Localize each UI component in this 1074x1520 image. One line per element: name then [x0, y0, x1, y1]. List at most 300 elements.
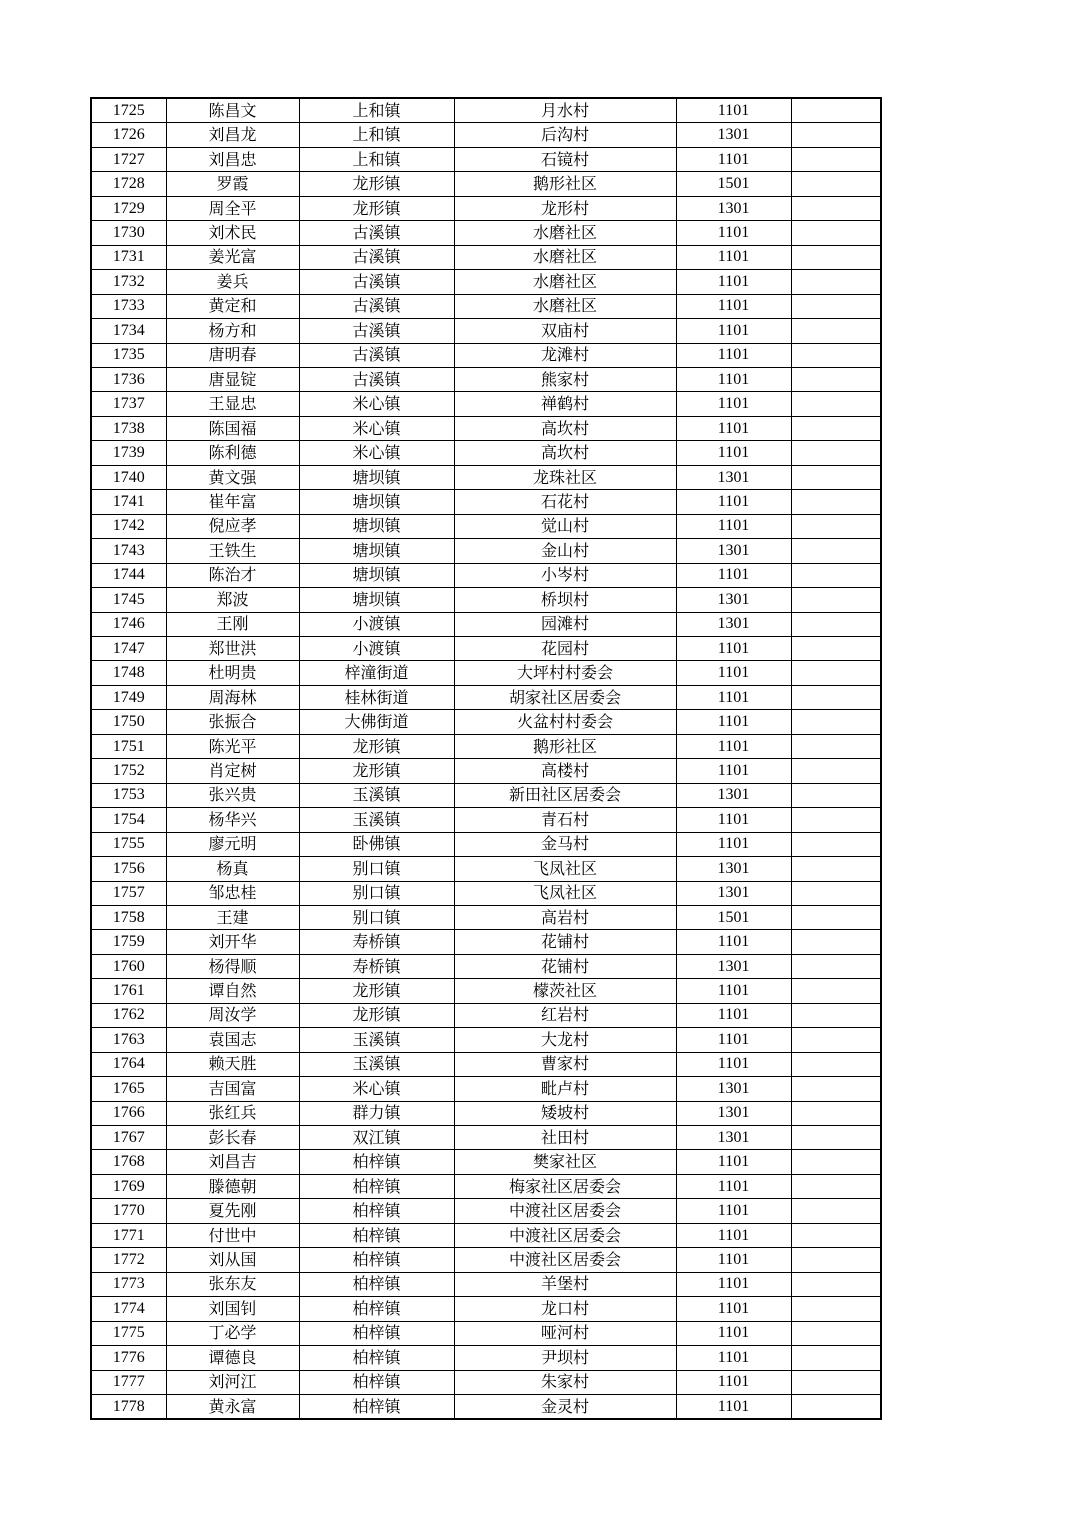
- cell-village: 金灵村: [454, 1395, 676, 1420]
- cell-serial-number: 1737: [91, 392, 166, 416]
- cell-town: 卧佛镇: [299, 832, 454, 856]
- cell-serial-number: 1729: [91, 196, 166, 220]
- cell-code: 1301: [676, 783, 791, 807]
- cell-code: 1101: [676, 514, 791, 538]
- cell-town: 别口镇: [299, 857, 454, 881]
- records-table: [90, 97, 882, 1420]
- cell-town: 古溪镇: [299, 367, 454, 391]
- cell-blank: [791, 1077, 881, 1101]
- table-row: [91, 808, 881, 832]
- table-row: [91, 759, 881, 783]
- cell-blank: [791, 1272, 881, 1296]
- cell-village: 园滩村: [454, 612, 676, 636]
- table-row: [91, 172, 881, 196]
- cell-village: 水磨社区: [454, 294, 676, 318]
- cell-blank: [791, 490, 881, 514]
- cell-town: 玉溪镇: [299, 1052, 454, 1076]
- table-row: [91, 661, 881, 685]
- cell-village: 龙珠社区: [454, 465, 676, 489]
- cell-town: 上和镇: [299, 123, 454, 147]
- cell-serial-number: 1755: [91, 832, 166, 856]
- cell-code: 1101: [676, 221, 791, 245]
- cell-village: 火盆村村委会: [454, 710, 676, 734]
- cell-town: 双江镇: [299, 1126, 454, 1150]
- records-body: [91, 98, 881, 1419]
- cell-blank: [791, 1370, 881, 1394]
- cell-village: 高坎村: [454, 441, 676, 465]
- cell-person-name: 张红兵: [166, 1101, 299, 1125]
- cell-serial-number: 1730: [91, 221, 166, 245]
- cell-blank: [791, 1248, 881, 1272]
- cell-blank: [791, 392, 881, 416]
- cell-person-name: 郑波: [166, 588, 299, 612]
- cell-town: 龙形镇: [299, 1003, 454, 1027]
- cell-town: 柏梓镇: [299, 1297, 454, 1321]
- cell-serial-number: 1731: [91, 245, 166, 269]
- cell-person-name: 黄定和: [166, 294, 299, 318]
- cell-village: 中渡社区居委会: [454, 1223, 676, 1247]
- cell-serial-number: 1756: [91, 857, 166, 881]
- cell-village: 社田村: [454, 1126, 676, 1150]
- cell-serial-number: 1747: [91, 636, 166, 660]
- cell-code: 1101: [676, 1150, 791, 1174]
- cell-person-name: 刘从国: [166, 1248, 299, 1272]
- cell-town: 柏梓镇: [299, 1395, 454, 1420]
- cell-town: 桂林街道: [299, 685, 454, 709]
- table-row: [91, 343, 881, 367]
- table-row: [91, 539, 881, 563]
- cell-blank: [791, 759, 881, 783]
- cell-serial-number: 1725: [91, 98, 166, 123]
- cell-person-name: 唐显锭: [166, 367, 299, 391]
- cell-blank: [791, 441, 881, 465]
- cell-code: 1101: [676, 685, 791, 709]
- cell-town: 古溪镇: [299, 343, 454, 367]
- cell-blank: [791, 881, 881, 905]
- cell-serial-number: 1770: [91, 1199, 166, 1223]
- table-row: [91, 98, 881, 123]
- cell-village: 鹅形社区: [454, 734, 676, 758]
- cell-village: 水磨社区: [454, 221, 676, 245]
- cell-person-name: 杨方和: [166, 319, 299, 343]
- cell-person-name: 陈利德: [166, 441, 299, 465]
- cell-town: 柏梓镇: [299, 1321, 454, 1345]
- cell-town: 龙形镇: [299, 734, 454, 758]
- cell-town: 米心镇: [299, 392, 454, 416]
- table-row: [91, 857, 881, 881]
- cell-village: 金山村: [454, 539, 676, 563]
- cell-person-name: 彭长春: [166, 1126, 299, 1150]
- table-row: [91, 465, 881, 489]
- cell-code: 1101: [676, 343, 791, 367]
- cell-person-name: 王建: [166, 905, 299, 929]
- cell-serial-number: 1775: [91, 1321, 166, 1345]
- cell-serial-number: 1743: [91, 539, 166, 563]
- cell-blank: [791, 636, 881, 660]
- cell-serial-number: 1761: [91, 979, 166, 1003]
- cell-blank: [791, 367, 881, 391]
- cell-town: 别口镇: [299, 881, 454, 905]
- cell-person-name: 杨真: [166, 857, 299, 881]
- cell-serial-number: 1750: [91, 710, 166, 734]
- cell-person-name: 罗霞: [166, 172, 299, 196]
- cell-blank: [791, 685, 881, 709]
- cell-serial-number: 1765: [91, 1077, 166, 1101]
- cell-blank: [791, 319, 881, 343]
- cell-person-name: 廖元明: [166, 832, 299, 856]
- cell-town: 柏梓镇: [299, 1370, 454, 1394]
- cell-person-name: 张东友: [166, 1272, 299, 1296]
- cell-blank: [791, 416, 881, 440]
- cell-blank: [791, 1028, 881, 1052]
- table-row: [91, 123, 881, 147]
- cell-town: 龙形镇: [299, 196, 454, 220]
- cell-blank: [791, 539, 881, 563]
- cell-code: 1301: [676, 465, 791, 489]
- cell-code: 1501: [676, 172, 791, 196]
- cell-town: 龙形镇: [299, 979, 454, 1003]
- cell-village: 后沟村: [454, 123, 676, 147]
- cell-person-name: 夏先刚: [166, 1199, 299, 1223]
- cell-code: 1101: [676, 1052, 791, 1076]
- cell-village: 梅家社区居委会: [454, 1174, 676, 1198]
- cell-person-name: 肖定树: [166, 759, 299, 783]
- cell-person-name: 周汝学: [166, 1003, 299, 1027]
- cell-serial-number: 1769: [91, 1174, 166, 1198]
- cell-blank: [791, 196, 881, 220]
- cell-person-name: 姜兵: [166, 270, 299, 294]
- cell-blank: [791, 710, 881, 734]
- table-row: [91, 1126, 881, 1150]
- cell-person-name: 杨得顺: [166, 954, 299, 978]
- cell-code: 1101: [676, 734, 791, 758]
- cell-town: 玉溪镇: [299, 783, 454, 807]
- cell-serial-number: 1738: [91, 416, 166, 440]
- cell-town: 塘坝镇: [299, 465, 454, 489]
- cell-serial-number: 1749: [91, 685, 166, 709]
- cell-person-name: 滕德朝: [166, 1174, 299, 1198]
- cell-code: 1101: [676, 1370, 791, 1394]
- cell-code: 1301: [676, 857, 791, 881]
- cell-village: 檬茨社区: [454, 979, 676, 1003]
- cell-village: 双庙村: [454, 319, 676, 343]
- cell-serial-number: 1767: [91, 1126, 166, 1150]
- cell-person-name: 谭自然: [166, 979, 299, 1003]
- cell-person-name: 杨华兴: [166, 808, 299, 832]
- cell-town: 小渡镇: [299, 636, 454, 660]
- cell-blank: [791, 343, 881, 367]
- cell-village: 禅鹤村: [454, 392, 676, 416]
- cell-code: 1101: [676, 636, 791, 660]
- table-row: [91, 783, 881, 807]
- cell-code: 1101: [676, 1199, 791, 1223]
- cell-code: 1101: [676, 1248, 791, 1272]
- cell-village: 鹅形社区: [454, 172, 676, 196]
- cell-town: 柏梓镇: [299, 1199, 454, 1223]
- cell-serial-number: 1746: [91, 612, 166, 636]
- cell-serial-number: 1753: [91, 783, 166, 807]
- cell-blank: [791, 245, 881, 269]
- cell-person-name: 陈国福: [166, 416, 299, 440]
- cell-blank: [791, 930, 881, 954]
- cell-blank: [791, 612, 881, 636]
- table-row: [91, 1395, 881, 1420]
- cell-code: 1101: [676, 319, 791, 343]
- cell-serial-number: 1766: [91, 1101, 166, 1125]
- cell-village: 青石村: [454, 808, 676, 832]
- cell-town: 梓潼街道: [299, 661, 454, 685]
- cell-person-name: 张兴贵: [166, 783, 299, 807]
- cell-serial-number: 1772: [91, 1248, 166, 1272]
- cell-code: 1101: [676, 392, 791, 416]
- cell-person-name: 倪应孝: [166, 514, 299, 538]
- cell-code: 1101: [676, 563, 791, 587]
- cell-serial-number: 1742: [91, 514, 166, 538]
- cell-village: 飞凤社区: [454, 881, 676, 905]
- cell-code: 1101: [676, 759, 791, 783]
- cell-serial-number: 1758: [91, 905, 166, 929]
- cell-serial-number: 1762: [91, 1003, 166, 1027]
- cell-blank: [791, 270, 881, 294]
- cell-blank: [791, 1174, 881, 1198]
- table-row: [91, 270, 881, 294]
- cell-serial-number: 1734: [91, 319, 166, 343]
- table-row: [91, 685, 881, 709]
- table-row: [91, 1199, 881, 1223]
- cell-blank: [791, 734, 881, 758]
- cell-person-name: 周全平: [166, 196, 299, 220]
- cell-town: 塘坝镇: [299, 490, 454, 514]
- table-row: [91, 734, 881, 758]
- cell-code: 1101: [676, 147, 791, 171]
- cell-blank: [791, 172, 881, 196]
- cell-serial-number: 1739: [91, 441, 166, 465]
- table-row: [91, 416, 881, 440]
- cell-person-name: 刘昌龙: [166, 123, 299, 147]
- cell-town: 柏梓镇: [299, 1346, 454, 1370]
- cell-code: 1101: [676, 98, 791, 123]
- cell-code: 1101: [676, 661, 791, 685]
- cell-serial-number: 1777: [91, 1370, 166, 1394]
- cell-blank: [791, 954, 881, 978]
- cell-village: 羊堡村: [454, 1272, 676, 1296]
- cell-blank: [791, 1223, 881, 1247]
- table-row: [91, 294, 881, 318]
- cell-town: 塘坝镇: [299, 563, 454, 587]
- cell-town: 龙形镇: [299, 172, 454, 196]
- table-row: [91, 1028, 881, 1052]
- cell-person-name: 黄文强: [166, 465, 299, 489]
- cell-village: 哑河村: [454, 1321, 676, 1345]
- cell-town: 玉溪镇: [299, 808, 454, 832]
- table-row: [91, 1052, 881, 1076]
- cell-serial-number: 1752: [91, 759, 166, 783]
- cell-town: 柏梓镇: [299, 1174, 454, 1198]
- cell-village: 朱家村: [454, 1370, 676, 1394]
- cell-village: 毗卢村: [454, 1077, 676, 1101]
- cell-village: 樊家社区: [454, 1150, 676, 1174]
- cell-town: 上和镇: [299, 98, 454, 123]
- cell-town: 玉溪镇: [299, 1028, 454, 1052]
- table-row: [91, 881, 881, 905]
- cell-serial-number: 1778: [91, 1395, 166, 1420]
- cell-person-name: 黄永富: [166, 1395, 299, 1420]
- cell-serial-number: 1733: [91, 294, 166, 318]
- cell-town: 柏梓镇: [299, 1150, 454, 1174]
- table-row: [91, 147, 881, 171]
- cell-village: 水磨社区: [454, 270, 676, 294]
- cell-serial-number: 1759: [91, 930, 166, 954]
- cell-serial-number: 1763: [91, 1028, 166, 1052]
- cell-village: 桥坝村: [454, 588, 676, 612]
- cell-code: 1301: [676, 196, 791, 220]
- cell-blank: [791, 1297, 881, 1321]
- cell-town: 小渡镇: [299, 612, 454, 636]
- cell-village: 花园村: [454, 636, 676, 660]
- cell-code: 1101: [676, 979, 791, 1003]
- table-row: [91, 245, 881, 269]
- cell-town: 塘坝镇: [299, 539, 454, 563]
- cell-village: 大龙村: [454, 1028, 676, 1052]
- cell-village: 红岩村: [454, 1003, 676, 1027]
- cell-serial-number: 1760: [91, 954, 166, 978]
- cell-village: 龙滩村: [454, 343, 676, 367]
- cell-code: 1301: [676, 1077, 791, 1101]
- table-row: [91, 979, 881, 1003]
- cell-person-name: 唐明春: [166, 343, 299, 367]
- cell-person-name: 崔年富: [166, 490, 299, 514]
- cell-code: 1101: [676, 294, 791, 318]
- cell-blank: [791, 1321, 881, 1345]
- cell-code: 1101: [676, 808, 791, 832]
- cell-code: 1101: [676, 1003, 791, 1027]
- cell-town: 古溪镇: [299, 270, 454, 294]
- cell-village: 熊家村: [454, 367, 676, 391]
- table-row: [91, 905, 881, 929]
- cell-code: 1101: [676, 490, 791, 514]
- cell-code: 1101: [676, 1174, 791, 1198]
- cell-serial-number: 1740: [91, 465, 166, 489]
- cell-code: 1301: [676, 881, 791, 905]
- cell-code: 1301: [676, 539, 791, 563]
- cell-village: 水磨社区: [454, 245, 676, 269]
- cell-village: 龙形村: [454, 196, 676, 220]
- cell-person-name: 陈治才: [166, 563, 299, 587]
- cell-blank: [791, 563, 881, 587]
- cell-town: 上和镇: [299, 147, 454, 171]
- cell-serial-number: 1745: [91, 588, 166, 612]
- cell-code: 1101: [676, 416, 791, 440]
- cell-code: 1101: [676, 930, 791, 954]
- table-row: [91, 221, 881, 245]
- cell-town: 柏梓镇: [299, 1248, 454, 1272]
- cell-code: 1101: [676, 1321, 791, 1345]
- cell-serial-number: 1726: [91, 123, 166, 147]
- cell-village: 花铺村: [454, 954, 676, 978]
- table-row: [91, 636, 881, 660]
- cell-blank: [791, 1395, 881, 1420]
- cell-village: 高岩村: [454, 905, 676, 929]
- cell-blank: [791, 1346, 881, 1370]
- table-row: [91, 367, 881, 391]
- cell-town: 米心镇: [299, 416, 454, 440]
- cell-blank: [791, 294, 881, 318]
- cell-village: 曹家村: [454, 1052, 676, 1076]
- cell-code: 1101: [676, 270, 791, 294]
- cell-serial-number: 1764: [91, 1052, 166, 1076]
- cell-village: 觉山村: [454, 514, 676, 538]
- cell-code: 1301: [676, 123, 791, 147]
- table-row: [91, 588, 881, 612]
- cell-serial-number: 1768: [91, 1150, 166, 1174]
- cell-town: 古溪镇: [299, 294, 454, 318]
- cell-serial-number: 1751: [91, 734, 166, 758]
- cell-serial-number: 1727: [91, 147, 166, 171]
- cell-code: 1101: [676, 1223, 791, 1247]
- table-row: [91, 1370, 881, 1394]
- table-row: [91, 1272, 881, 1296]
- cell-blank: [791, 1052, 881, 1076]
- cell-person-name: 刘国钊: [166, 1297, 299, 1321]
- cell-town: 别口镇: [299, 905, 454, 929]
- cell-code: 1101: [676, 1272, 791, 1296]
- cell-person-name: 陈光平: [166, 734, 299, 758]
- cell-person-name: 丁必学: [166, 1321, 299, 1345]
- cell-serial-number: 1741: [91, 490, 166, 514]
- cell-person-name: 郑世洪: [166, 636, 299, 660]
- table-row: [91, 930, 881, 954]
- cell-village: 新田社区居委会: [454, 783, 676, 807]
- cell-village: 月水村: [454, 98, 676, 123]
- cell-code: 1301: [676, 954, 791, 978]
- cell-blank: [791, 905, 881, 929]
- cell-village: 矮坡村: [454, 1101, 676, 1125]
- cell-blank: [791, 1126, 881, 1150]
- cell-town: 塘坝镇: [299, 514, 454, 538]
- cell-blank: [791, 1003, 881, 1027]
- cell-town: 柏梓镇: [299, 1272, 454, 1296]
- cell-village: 花铺村: [454, 930, 676, 954]
- table-row: [91, 954, 881, 978]
- table-row: [91, 392, 881, 416]
- cell-serial-number: 1776: [91, 1346, 166, 1370]
- cell-village: 尹坝村: [454, 1346, 676, 1370]
- cell-village: 高坎村: [454, 416, 676, 440]
- table-row: [91, 1223, 881, 1247]
- cell-blank: [791, 857, 881, 881]
- cell-code: 1301: [676, 612, 791, 636]
- cell-person-name: 谭德良: [166, 1346, 299, 1370]
- cell-person-name: 刘术民: [166, 221, 299, 245]
- cell-village: 中渡社区居委会: [454, 1248, 676, 1272]
- cell-blank: [791, 147, 881, 171]
- cell-village: 金马村: [454, 832, 676, 856]
- cell-person-name: 刘昌忠: [166, 147, 299, 171]
- cell-person-name: 付世中: [166, 1223, 299, 1247]
- cell-serial-number: 1757: [91, 881, 166, 905]
- table-row: [91, 1248, 881, 1272]
- cell-person-name: 姜光富: [166, 245, 299, 269]
- cell-village: 石花村: [454, 490, 676, 514]
- cell-blank: [791, 1199, 881, 1223]
- cell-serial-number: 1754: [91, 808, 166, 832]
- table-row: [91, 832, 881, 856]
- cell-town: 古溪镇: [299, 319, 454, 343]
- cell-person-name: 吉国富: [166, 1077, 299, 1101]
- cell-town: 柏梓镇: [299, 1223, 454, 1247]
- cell-serial-number: 1735: [91, 343, 166, 367]
- cell-code: 1101: [676, 832, 791, 856]
